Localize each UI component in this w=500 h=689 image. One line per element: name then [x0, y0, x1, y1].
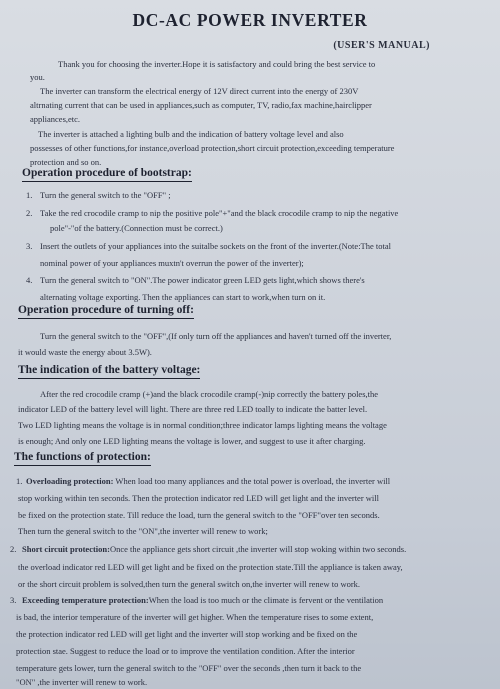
term: Exceeding temperature protection:	[22, 595, 149, 605]
section-heading-battery: The indication of the battery voltage:	[18, 365, 200, 379]
intro-line: The inverter is attached a lighting bulb and the indication of battery voltage level and also	[38, 129, 344, 139]
list-item-text: or the short circuit problem is solved,then turn the general switch on,the inverter will renew to work.	[18, 579, 361, 589]
intro-line: you.	[30, 72, 45, 82]
list-item-text: protection stae. Suggest to reduce the load or to improve the ventilation condition. After the interior	[16, 646, 355, 656]
list-number: 2.	[10, 544, 17, 554]
paragraph-line: indicator LED of the battery level will light. There are three red LED toally to indicate the batter level.	[18, 404, 368, 414]
list-item-text: nominal power of your appliances muxtn't overrun the power of the inverter);	[40, 258, 304, 268]
intro-line: altrnating current that can be used in appliances,such as computer, TV, radio,fax machine,hairclipper	[30, 100, 372, 110]
list-number: 4.	[26, 275, 33, 285]
list-item-line: When load too many appliances and the total power is overload, the inverter will	[115, 476, 391, 486]
list-number: 2.	[26, 208, 33, 218]
list-item-text: Insert the outlets of your appliances into the suitalbe sockets on the front of the inverter.(Note:The total	[40, 241, 391, 251]
list-number: 1.	[26, 190, 33, 200]
list-item-text: be fixed on the protection state. Till reduce the load, turn the general switch to the "OFF"over ten seconds.	[18, 510, 380, 520]
paragraph-line: Two LED lighting means the voltage is in normal condition;three indicator lamps lighting means the voltage	[18, 420, 387, 430]
term: Overloading protection:	[26, 476, 114, 486]
intro-line: Thank you for choosing the inverter.Hope it is satisfactory and could bring the best service to	[58, 59, 376, 69]
term: Short circuit protection:	[22, 544, 110, 554]
list-item-line: Once the appliance gets short circuit ,the inverter will stop woking within two seconds.	[109, 544, 407, 554]
intro-line: possesses of other functions,for instance,overload protection,short circuit protection,exceeding temperature	[30, 143, 395, 153]
list-item-text: is bad, the interior temperature of the inverter will get higher. When the temperature rises to some extent,	[16, 612, 374, 622]
intro-line: The inverter can transform the electrical energy of 12V direct current into the energy of 230V	[40, 86, 359, 96]
list-number: 1.	[16, 476, 23, 486]
list-item-text	[22, 545, 406, 554]
paragraph-line: is enough; And only one LED lighting means the voltage is lower, and suggest to use it after charging.	[18, 436, 366, 446]
list-item-text: pole"-"of the battery.(Connection must be correct.)	[50, 223, 223, 233]
list-item-text	[22, 596, 383, 605]
intro-line: protection and so on.	[30, 157, 102, 167]
paragraph-line: After the red crocodile cramp (+)and the black crocodile cramp(-)nip correctly the battery poles,the	[40, 389, 379, 399]
document-subtitle: (USER'S MANUAL)	[333, 40, 430, 51]
list-item-text	[26, 477, 390, 486]
list-number: 3.	[10, 595, 17, 605]
list-item-text: the protection indicator red LED will get light and the inverter will stop working and be fixed on the	[16, 629, 358, 639]
list-number: 3.	[26, 241, 33, 251]
paragraph-line: it would waste the energy about 3.5W).	[18, 347, 152, 357]
list-item-text: alternating voltage exporting. Then the appliances can start to work,when turn on it.	[40, 292, 326, 302]
section-heading-bootstrap: Operation procedure of bootstrap:	[22, 168, 192, 182]
list-item-text: Then turn the general switch to the "ON",the inverter will renew to work;	[18, 526, 268, 536]
list-item-text: stop working within ten seconds. Then the protection indicator red LED will get light and the inverter will	[18, 493, 380, 503]
list-item-text: temperature gets lower, turn the general switch to the "OFF" over the seconds ,then turn it back to the	[16, 663, 362, 673]
paragraph-line: Turn the general switch to the "OFF",(If only turn off the appliances and haven't turned off the inverter,	[40, 331, 392, 341]
document-title: DC-AC POWER INVERTER	[132, 10, 368, 30]
list-item-text: Take the red crocodile cramp to nip the positive pole"+"and the black crocodile cramp to nip the negative	[40, 208, 399, 218]
list-item-text: "ON" ,the inverter will renew to work.	[16, 677, 148, 687]
intro-line: appliances,etc.	[30, 114, 81, 124]
section-heading-turning-off: Operation procedure of turning off:	[18, 305, 194, 319]
list-item-text: Turn the general switch to "ON".The power indicator green LED gets light,which shows there's	[40, 275, 365, 285]
list-item-line: When the load is too much or the climate is fervent or the ventilation	[148, 595, 384, 605]
list-item-text: the overload indicator red LED will get light and be fixed on the protection state.Till the appliance is taken away,	[18, 562, 403, 572]
section-heading-functions: The functions of protection:	[14, 452, 151, 466]
list-item-text: Turn the general switch to the "OFF" ;	[40, 190, 171, 200]
